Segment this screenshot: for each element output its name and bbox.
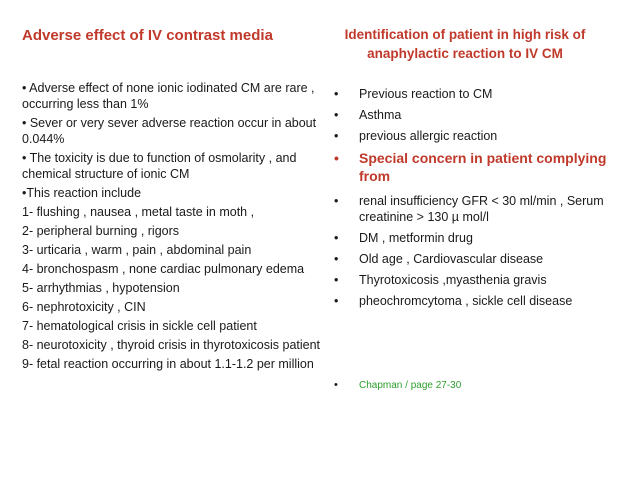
bullet-icon: • xyxy=(334,294,339,308)
reference-text: Chapman / page 27-30 xyxy=(359,380,462,391)
list-item xyxy=(334,272,624,288)
list-item xyxy=(334,193,624,225)
list-item xyxy=(334,128,624,144)
list-item-text: Previous reaction to CM xyxy=(359,87,493,101)
list-item-text: renal insufficiency GFR < 30 ml/min , Serum creatinine > 130 µ mol/l xyxy=(359,194,604,224)
list-item: •This reaction include xyxy=(22,186,142,200)
list-item xyxy=(334,251,624,267)
list-item xyxy=(334,293,624,309)
list-item-text: Old age , Cardiovascular disease xyxy=(359,252,544,266)
list-item: 7- hematological crisis in sickle cell patient xyxy=(22,319,257,333)
list-item: 6- nephrotoxicity , CIN xyxy=(22,300,146,314)
bullet-icon: • xyxy=(334,108,339,122)
bullet-icon: • xyxy=(334,231,339,245)
list-item: 2- peripheral burning , rigors xyxy=(22,224,180,238)
list-item-text: Special concern in patient complying from xyxy=(359,150,607,184)
list-item: • Adverse effect of none ionic iodinated CM are rare , occurring less than 1% xyxy=(22,81,315,111)
list-item: 5- arrhythmias , hypotension xyxy=(22,281,180,295)
right-title: Identification of patient in high risk of anaphylactic reaction to IV CM xyxy=(344,27,586,61)
list-item: • The toxicity is due to function of osmolarity , and chemical structure of ionic CM xyxy=(22,151,297,181)
bullet-icon: • xyxy=(334,150,339,166)
bullet-icon: • xyxy=(334,252,339,266)
list-item: 4- bronchospasm , none cardiac pulmonary edema xyxy=(22,262,305,276)
bullet-icon: • xyxy=(334,129,339,143)
bullet-icon: • xyxy=(334,87,339,101)
list-item-text: Thyrotoxicosis ,myasthenia gravis xyxy=(359,273,547,287)
bullet-icon: • xyxy=(334,379,338,391)
list-item-text: Asthma xyxy=(359,108,402,122)
list-item: 3- urticaria , warm , pain , abdominal pain xyxy=(22,243,252,257)
bullet-icon: • xyxy=(334,273,339,287)
list-item xyxy=(334,86,624,102)
risk-factors-list xyxy=(334,86,624,399)
list-item: 9- fetal reaction occurring in about 1.1-1.2 per million xyxy=(22,357,314,371)
list-item-text: previous allergic reaction xyxy=(359,129,498,143)
bullet-icon: • xyxy=(334,194,339,208)
list-item: • Sever or very sever adverse reaction occur in about 0.044% xyxy=(22,116,317,146)
adverse-effects-list xyxy=(22,80,322,375)
list-item xyxy=(334,107,624,123)
list-item xyxy=(334,230,624,246)
left-title: Adverse effect of IV contrast media xyxy=(22,27,273,44)
special-concern-heading xyxy=(334,149,624,185)
reference xyxy=(334,377,624,394)
list-item-text: DM , metformin drug xyxy=(359,231,473,245)
list-item: 8- neurotoxicity , thyroid crisis in thyrotoxicosis patient xyxy=(22,338,321,352)
list-item: 1- flushing , nausea , metal taste in moth , xyxy=(22,205,255,219)
list-item-text: pheochromcytoma , sickle cell disease xyxy=(359,294,573,308)
spacer xyxy=(334,314,624,372)
